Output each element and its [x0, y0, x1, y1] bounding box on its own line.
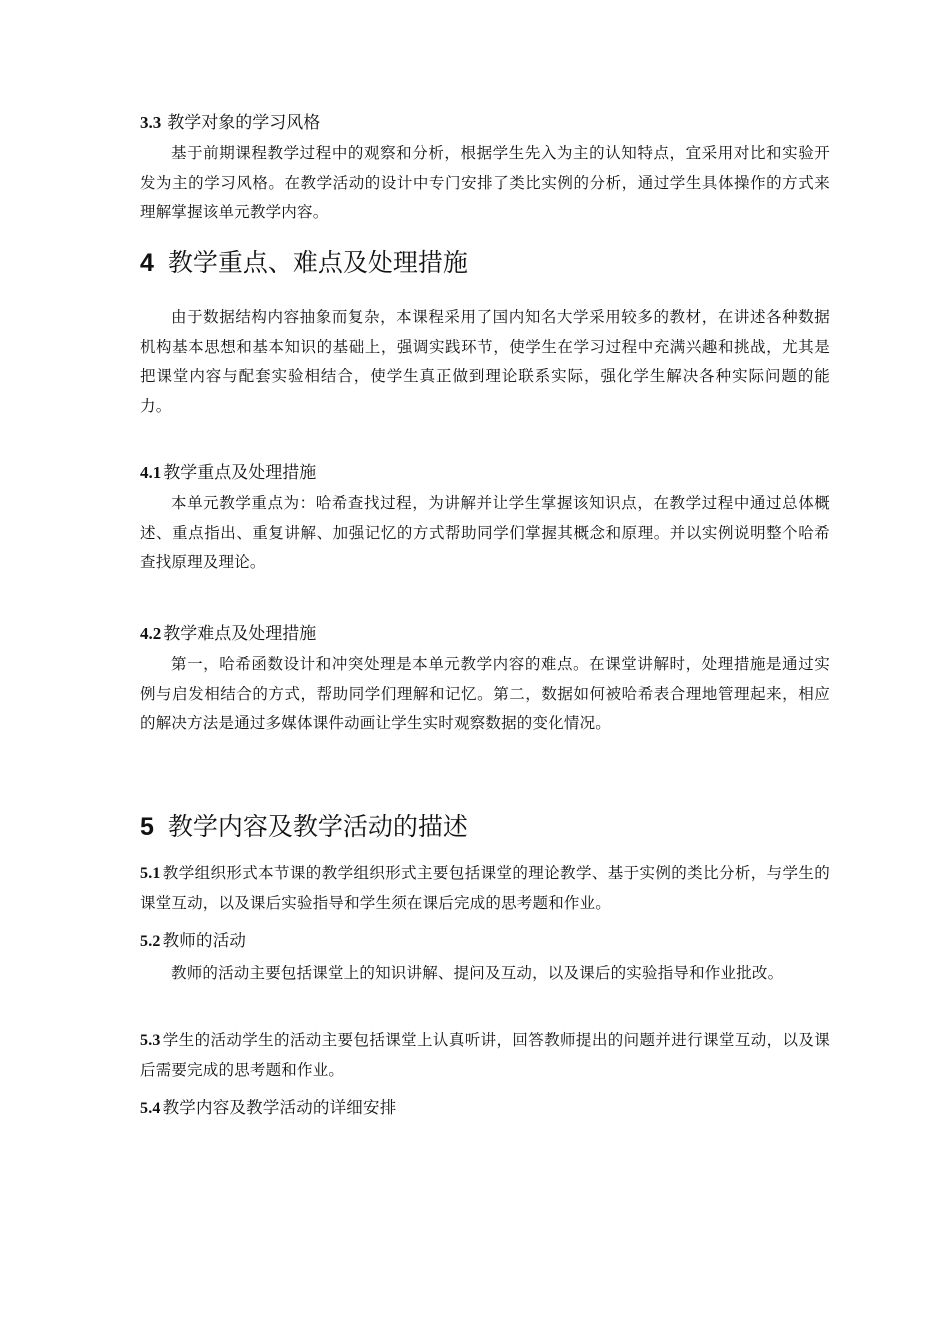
section-title: 教学内容及教学活动的详细安排	[162, 1098, 397, 1117]
section-title: 教学组织形式	[162, 864, 259, 882]
section-title: 教学对象的学习风格	[167, 113, 321, 133]
section-number: 4.1	[140, 463, 162, 482]
section-5-2-paragraph: 教师的活动主要包括课堂上的知识讲解、提问及互动，以及课后的实验指导和作业批改。	[171, 964, 784, 982]
section-title: 教师的活动	[162, 931, 247, 950]
section-4-1-heading	[140, 461, 830, 485]
section-5-2-heading	[140, 926, 830, 957]
section-5-4-heading	[140, 1093, 830, 1124]
section-4-1-paragraph: 本单元教学重点为：哈希查找过程，为讲解并让学生掌握该知识点，在教学过程中通过总体概述、重点指出、重复讲解、加强记忆的方式帮助同学们掌握其概念和原理。并以实例说明整个哈希查找原理及理论。	[140, 494, 830, 571]
section-5-heading	[140, 810, 830, 844]
section-4-paragraph: 由于数据结构内容抽象而复杂，本课程采用了国内知名大学采用较多的教材，在讲述各种数据机构基本思想和基本知识的基础上，强调实践环节，使学生在学习过程中充满兴趣和挑战，尤其是把课堂内容与配套实验相结合，使学生真正做到理论联系实际，强化学生解决各种实际问题的能力。	[140, 308, 830, 415]
section-title: 教学难点及处理措施	[163, 624, 317, 644]
section-number: 3.3	[140, 113, 162, 132]
section-body: 学生的活动主要包括课堂上认真听讲，回答教师提出的问题并进行课堂互动，以及课后需要完成的思考题和作业。	[140, 1031, 830, 1079]
section-4-2-paragraph: 第一，哈希函数设计和冲突处理是本单元教学内容的难点。在课堂讲解时，处理措施是通过实例与启发相结合的方式，帮助同学们理解和记忆。第二，数据如何被哈希表合理地管理起来，相应的解决方法是通过多媒体课件动画让学生实时观察数据的变化情况。	[140, 655, 830, 732]
section-title: 教学重点、难点及处理措施	[167, 248, 468, 277]
section-body: 本节课的教学组织形式主要包括课堂的理论教学、基于实例的类比分析，与学生的课堂互动，以及课后实验指导和学生须在课后完成的思考题和作业。	[140, 864, 830, 912]
section-number: 5.4	[140, 1100, 161, 1117]
section-3-3-paragraph: 基于前期课程教学过程中的观察和分析，根据学生先入为主的认知特点，宜采用对比和实验开发为主的学习风格。在教学活动的设计中专门安排了类比实例的分析，通过学生具体操作的方式来理解掌握该单元教学内容。	[140, 144, 830, 221]
section-3-3-heading	[140, 111, 830, 135]
section-4-heading	[140, 246, 830, 280]
section-number: 5.3	[140, 1032, 161, 1049]
section-title: 学生的活动	[162, 1031, 243, 1049]
section-title: 教学重点及处理措施	[163, 463, 317, 483]
section-number: 4.2	[140, 624, 162, 643]
section-title: 教学内容及教学活动的描述	[167, 812, 468, 841]
section-4-2-heading	[140, 622, 830, 646]
section-number: 4	[140, 249, 154, 277]
section-5-3-paragraph	[140, 1026, 830, 1085]
section-number: 5.2	[140, 933, 161, 950]
section-5-1-paragraph	[140, 859, 830, 918]
section-number: 5	[140, 813, 154, 841]
section-number: 5.1	[140, 865, 161, 882]
